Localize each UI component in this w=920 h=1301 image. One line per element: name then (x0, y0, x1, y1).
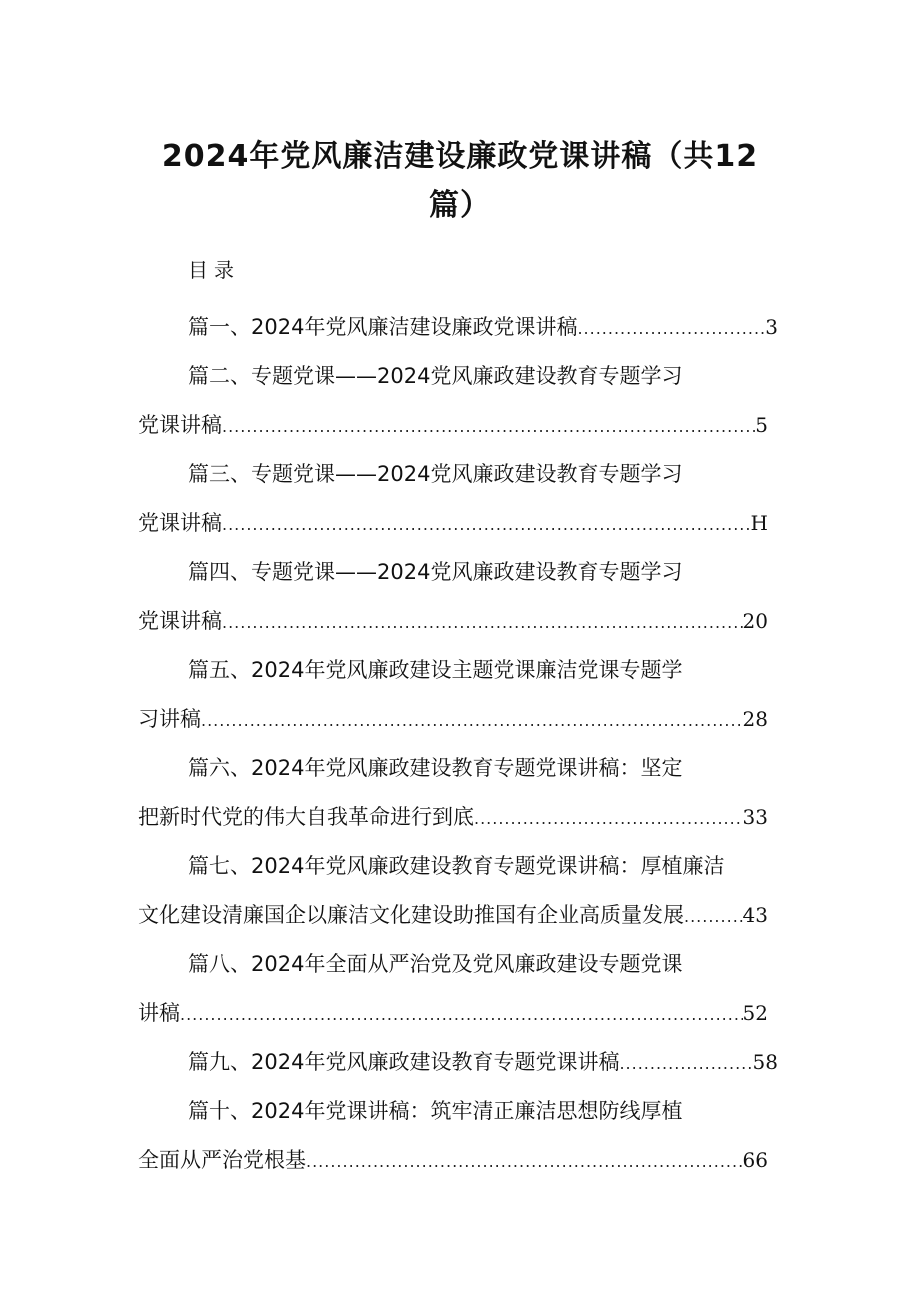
toc-entry-line (138, 646, 778, 695)
toc-entry-line (138, 695, 768, 744)
toc-dot-leader (474, 794, 743, 843)
toc-entry-7[interactable] (138, 842, 778, 940)
toc-entry-title: 篇五、2024年党风廉政建设主题党课廉洁党课专题学 (188, 658, 683, 682)
toc-entry-line (138, 499, 768, 548)
toc-entry-title-cont: 党课讲稿 (138, 511, 222, 535)
toc-entry-line (138, 450, 778, 499)
toc-entry-title-cont: 把新时代党的伟大自我革命进行到底 (138, 805, 474, 829)
toc-entry-title-cont: 全面从严治党根基 (138, 1148, 306, 1172)
toc-page-number: 43 (742, 903, 768, 927)
toc-page-number: 52 (742, 1001, 768, 1025)
toc-entry-title-cont: 讲稿 (138, 1001, 180, 1025)
toc-entry-line (138, 401, 768, 450)
toc-entry-title-cont: 党课讲稿 (138, 609, 222, 633)
toc-dot-leader (684, 892, 743, 941)
toc-entry-line (138, 891, 768, 940)
toc-entry-10[interactable] (138, 1087, 778, 1185)
toc-dot-leader (180, 990, 743, 1039)
toc-entry-line (138, 1087, 778, 1136)
toc-page-number: 5 (755, 413, 768, 437)
toc-dot-leader (222, 598, 743, 647)
toc-dot-leader (222, 402, 755, 451)
toc-entry-line (138, 303, 778, 352)
toc-page-number: 66 (742, 1148, 768, 1172)
toc-page-number: 28 (742, 707, 768, 731)
toc-page-number: H (750, 511, 768, 535)
toc-entry-2[interactable] (138, 352, 778, 450)
toc-page-number: 20 (742, 609, 768, 633)
toc-entry-line (138, 597, 768, 646)
toc-entry-title: 篇八、2024年全面从严治党及党风廉政建设专题党课 (188, 952, 683, 976)
toc-entry-5[interactable] (138, 646, 778, 744)
toc-entry-title: 篇七、2024年党风廉政建设教育专题党课讲稿：厚植廉洁 (188, 854, 725, 878)
toc-entry-title: 篇六、2024年党风廉政建设教育专题党课讲稿：坚定 (188, 756, 683, 780)
toc-entry-title: 篇二、专题党课——2024党风廉政建设教育专题学习 (188, 364, 683, 388)
toc-dot-leader (619, 1039, 752, 1088)
toc-heading: 目录 (188, 258, 240, 282)
toc-dot-leader (577, 304, 765, 353)
toc-entry-title-cont: 文化建设清廉国企以廉洁文化建设助推国有企业高质量发展 (138, 903, 684, 927)
toc-entry-title: 篇十、2024年党课讲稿：筑牢清正廉洁思想防线厚植 (188, 1099, 683, 1123)
document-title-line-1: 2024年党风廉洁建设廉政党课讲稿（共12 (161, 139, 759, 174)
toc-entry-6[interactable] (138, 744, 778, 842)
toc-entry-line (138, 744, 778, 793)
toc-entry-title: 篇九、2024年党风廉政建设教育专题党课讲稿 (188, 1050, 620, 1074)
toc-entry-title: 篇四、专题党课——2024党风廉政建设教育专题学习 (188, 560, 683, 584)
toc-dot-leader (222, 500, 751, 549)
toc-entry-title-cont: 习讲稿 (138, 707, 201, 731)
toc-entry-line (138, 842, 778, 891)
toc-entry-9[interactable] (138, 1038, 778, 1087)
toc-entry-line (138, 940, 778, 989)
toc-entry-3[interactable] (138, 450, 778, 548)
toc-entry-line (138, 548, 778, 597)
toc-entry-line (138, 352, 778, 401)
toc-page-number: 3 (765, 315, 778, 339)
toc-page-number: 58 (752, 1050, 778, 1074)
toc-entry-8[interactable] (138, 940, 778, 1038)
toc-entry-line (138, 793, 768, 842)
toc-entry-line (138, 989, 768, 1038)
document-title-line-2: 篇） (429, 188, 491, 223)
toc-entry-title-cont: 党课讲稿 (138, 413, 222, 437)
toc-entry-1[interactable] (138, 303, 778, 352)
toc-entry-4[interactable] (138, 548, 778, 646)
toc-entry-line (138, 1038, 778, 1087)
toc-dot-leader (201, 696, 743, 745)
toc-entry-title: 篇三、专题党课——2024党风廉政建设教育专题学习 (188, 462, 683, 486)
toc-page-number: 33 (742, 805, 768, 829)
table-of-contents (138, 303, 778, 1185)
toc-entry-title: 篇一、2024年党风廉洁建设廉政党课讲稿 (188, 315, 578, 339)
toc-entry-line (138, 1136, 768, 1185)
toc-dot-leader (306, 1137, 743, 1186)
